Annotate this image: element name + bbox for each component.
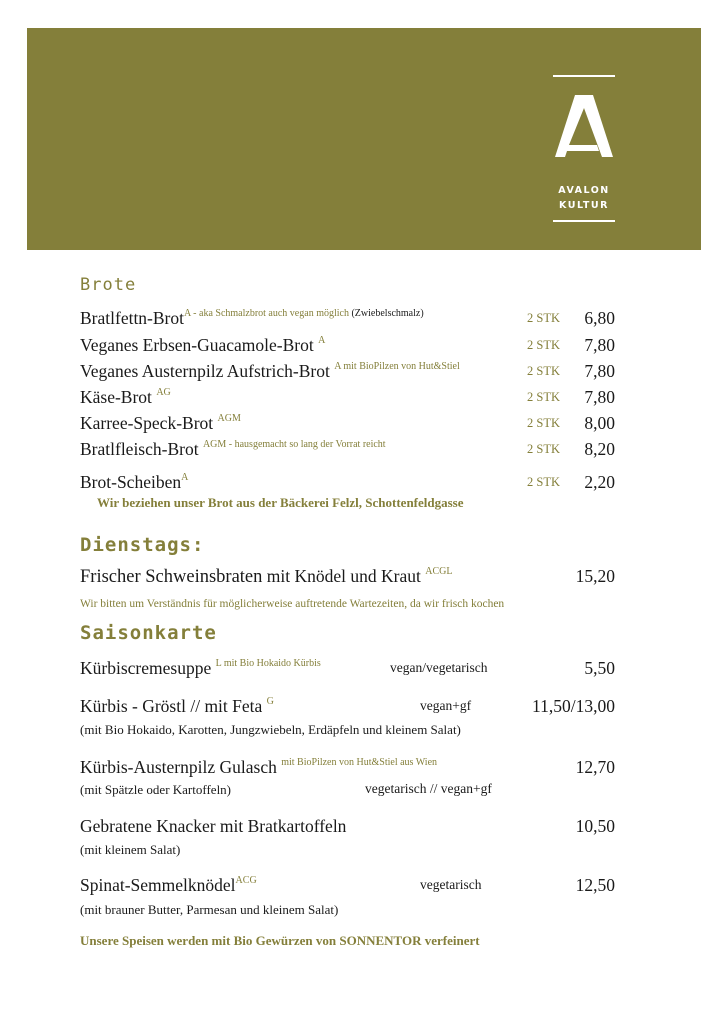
unit-label: 2 STK: [527, 338, 560, 352]
price: 5,50: [584, 658, 615, 678]
menu-item-kuerbis-groestl: Kürbis - Gröstl // mit Feta $^G$: [80, 696, 274, 716]
price: 11,50/13,00: [532, 696, 615, 716]
price: 7,80: [584, 387, 615, 407]
section-title-dienstags: Dienstags:: [80, 534, 205, 556]
section-title-brote: Brote: [80, 275, 137, 295]
bakery-note: Wir beziehen unser Brot aus der Bäckerei Felzl, Schottenfeldgasse: [97, 495, 464, 510]
menu-item-bratlfettn-brot: Bratlfettn-Brot$^{A - aka Schmalzbrot auch vegan möglich}$ $^{(Zwiebelschmalz)}$: [80, 308, 424, 328]
price: 10,50: [575, 816, 615, 836]
menu-item-kaese-brot: Käse-Brot $^{AG}$: [80, 387, 171, 407]
menu-item-knacker: Gebratene Knacker mit Bratkartoffeln: [80, 816, 347, 836]
diet-tag: vegan/vegetarisch: [390, 660, 488, 675]
logo-top-rule: [553, 75, 615, 77]
price: 8,20: [584, 439, 615, 459]
unit-label: 2 STK: [527, 475, 560, 489]
price: 12,70: [575, 757, 615, 777]
price: 8,00: [584, 413, 615, 433]
unit-label: 2 STK: [527, 364, 560, 378]
menu-item-erbsen-guacamole-brot: Veganes Erbsen-Guacamole-Brot $^A$: [80, 335, 326, 355]
diet-tag: vegetarisch // vegan+gf: [365, 781, 492, 796]
section-title-saisonkarte: Saisonkarte: [80, 622, 217, 644]
price: 6,80: [584, 308, 615, 328]
diet-tag: vegan+gf: [420, 698, 472, 713]
price: 12,50: [575, 875, 615, 895]
item-description: (mit Spätzle oder Kartoffeln): [80, 782, 232, 797]
price: 2,20: [584, 472, 615, 492]
menu-item-karree-speck-brot: Karree-Speck-Brot $^{AGM}$: [80, 413, 241, 433]
menu-item-bratlfleisch-brot: Bratlfleisch-Brot $^{AGM - hausgemacht so lang der Vorrat reicht}$: [80, 439, 386, 459]
menu-item-kuerbiscremesuppe: Kürbiscremesuppe $^{L mit Bio Hokaido Kürbis}$: [80, 658, 321, 678]
menu-item-kuerbis-gulasch: Kürbis-Austernpilz Gulasch $^{mit BioPilzen von Hut\&Stiel aus Wien}$: [80, 757, 438, 777]
logo-word-2: KULTUR: [559, 200, 609, 211]
waiting-note: Wir bitten um Verständnis für möglicherweise auftretende Wartezeiten, da wir frisch kochen: [80, 598, 505, 610]
logo-a-icon: [555, 95, 613, 157]
price: 7,80: [584, 361, 615, 381]
unit-label: 2 STK: [527, 416, 560, 430]
logo-word-1: AVALON: [558, 185, 610, 196]
menu-item-schweinsbraten: Frischer Schweinsbraten mit Knödel und Kraut $^{ACGL}$: [80, 566, 453, 587]
item-description: (mit kleinem Salat): [80, 842, 181, 857]
unit-label: 2 STK: [527, 442, 560, 456]
menu-item-austernpilz-brot: Veganes Austernpilz Aufstrich-Brot $^{A mit BioPilzen von Hut\&Stiel}$: [80, 361, 460, 381]
item-description: (mit Bio Hokaido, Karotten, Jungzwiebeln, Erdäpfeln und kleinem Salat): [80, 722, 461, 737]
menu-item-brot-scheiben: Brot-Scheiben$^A$: [80, 472, 189, 492]
menu-item-spinat-semmelknoedel: Spinat-Semmelknödel$^{ACG}$: [80, 875, 257, 895]
item-description: (mit brauner Butter, Parmesan und kleinem Salat): [80, 902, 339, 917]
diet-tag: vegetarisch: [420, 877, 482, 892]
sonnentor-note: Unsere Speisen werden mit Bio Gewürzen von SONNENTOR verfeinert: [80, 933, 480, 948]
unit-label: 2 STK: [527, 311, 560, 325]
avalon-kultur-logo: [553, 75, 615, 223]
logo-bottom-rule: [553, 220, 615, 222]
unit-label: 2 STK: [527, 390, 560, 404]
price: 15,20: [575, 566, 615, 586]
price: 7,80: [584, 335, 615, 355]
